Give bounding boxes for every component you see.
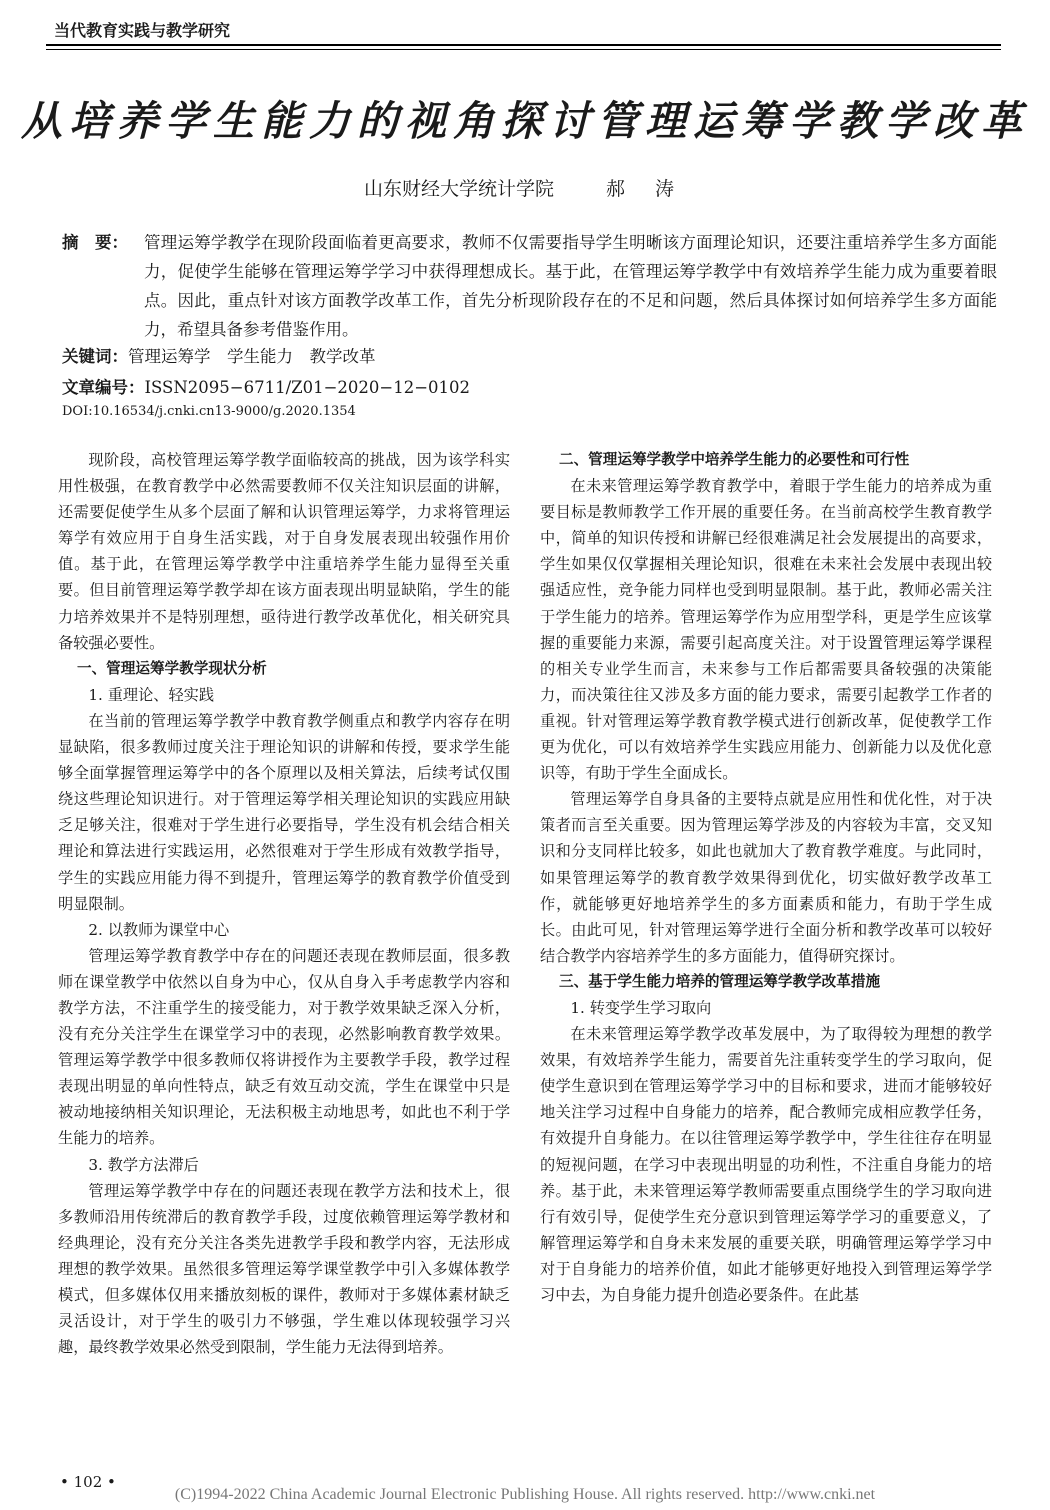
keywords bbox=[62, 344, 376, 370]
copyright-footer: (C)1994-2022 China Academic Journal Electronic Publishing House. All rights reserved. http://www.cnki.net bbox=[174, 1486, 876, 1503]
abstract-text: 管理运筹学教学在现阶段面临着更高要求，教师不仅需要指导学生明晰该方面理论知识，还要注重培养学生多方面能力，促使学生能够在管理运筹学学习中获得理想成长。基于此，在管理运筹学教学中有效培养学生能力成为重要着眼点。因此，重点针对该方面教学改革工作，首先分析现阶段存在的不足和问题，然后具体探讨如何培养学生多方面能力，希望具备参考借鉴作用。 bbox=[144, 233, 997, 339]
body-paragraph: 管理运筹学自身具备的主要特点就是应用性和优化性，对于决策者而言至关重要。因为管理运筹学涉及的内容较为丰富，交叉知识和分支同样比较多，如此也就加大了教育教学难度。与此同时，如果管理运筹学的教育教学效果得到优化，切实做好教学改革工作，就能够更好地培养学生的多方面素质和能力，有助于学生成长。由此可见，针对管理运筹学进行全面分析和教学改革可以较好结合教学内容培养学生的多方面能力，值得研究探讨。 bbox=[540, 790, 992, 965]
header-rule-thick bbox=[46, 44, 1001, 46]
section-heading: 三、基于学生能力培养的管理运筹学教学改革措施 bbox=[558, 972, 881, 990]
author-name: 郝 涛 bbox=[606, 178, 687, 200]
article-number-text: ISSN2095−6711/Z01−2020−12−0102 bbox=[144, 378, 471, 397]
subsection-heading: 2. 以教师为课堂中心 bbox=[88, 920, 230, 939]
article-title: 从培养学生能力的视角探讨管理运筹学教学改革 bbox=[21, 97, 1029, 145]
body-paragraph: 在未来管理运筹学教育教学中，着眼于学生能力的培养成为重要目标是教师教学工作开展的重要任务。在当前高校学生教育教学中，简单的知识传授和讲解已经很难满足社会发展提出的高要求，学生如果仅仅掌握相关理论知识，很难在未来社会发展中表现出较强适应性，竞争能力同样也受到明显限制。基于此，教师必需关注于学生能力的培养。管理运筹学作为应用型学科，更是学生应该掌握的重要能力来源，需要引起高度关注。对于设置管理运筹学课程的相关专业学生而言，未来参与工作后都需要具备较强的决策能力，而决策往往又涉及多方面的能力要求，需要引起教学工作者的重视。针对管理运筹学教育教学模式进行创新改革，促使教学工作更为优化，可以有效培养学生实践应用能力、创新能力以及优化意识等，有助于学生全面成长。 bbox=[540, 477, 992, 783]
subsection-heading: 3. 教学方法滞后 bbox=[88, 1155, 199, 1174]
body-paragraph: 管理运筹学教学中存在的问题还表现在教学方法和技术上，很多教师沿用传统滞后的教育教学手段，过度依赖管理运筹学教材和经典理论，没有充分关注各类先进教学手段和教学内容，无法形成理想的教学效果。虽然很多管理运筹学课堂教学中引入多媒体教学模式，但多媒体仅用来播放刻板的课件，教师对于多媒体素材缺乏灵活设计，对于学生的吸引力不够强，学生难以体现较强学习兴趣，最终教学效果必然受到限制，学生能力无法得到培养。 bbox=[58, 1181, 510, 1357]
body-paragraph: 现阶段，高校管理运筹学教学面临较高的挑战，因为该学科实用性极强，在教育教学中必然需要教师不仅关注知识层面的讲解，还需要促使学生从多个层面了解和认识管理运筹学，力求将管理运筹学有效应用于自身生活实践，对于自身发展表现出较强作用价值。基于此，在管理运筹学教学中注重培养学生能力显得至关重要。但目前管理运筹学教学却在该方面表现出明显缺陷，学生的能力培养效果并不是特别理想，亟待进行教学改革优化，相关研究具备较强必要性。 bbox=[58, 451, 510, 652]
keywords-text: 管理运筹学 学生能力 教学改革 bbox=[128, 347, 376, 366]
left-column bbox=[58, 447, 510, 1360]
body-paragraph: 管理运筹学教育教学中存在的问题还表现在教师层面，很多教师在课堂教学中依然以自身为中心，仅从自身入手考虑教学内容和教学方法，不注重学生的接受能力，对于教学效果缺乏深入分析，没有充分关注学生在课堂学习中的表现，必然影响教育教学效果。管理运筹学教学中很多教师仅将讲授作为主要教学手段，教学过程表现出明显的单向性特点，缺乏有效互动交流，学生在课堂中只是被动地接纳相关知识理论，无法积极主动地思考，如此也不利于学生能力的培养。 bbox=[58, 946, 510, 1148]
keywords-label: 关键词： bbox=[62, 347, 128, 366]
journal-name: 当代教育实践与教学研究 bbox=[54, 21, 231, 40]
section-heading: 二、管理运筹学教学中培养学生能力的必要性和可行性 bbox=[558, 451, 910, 468]
body-paragraph: 在未来管理运筹学教学改革发展中，为了取得较为理想的教学效果，有效培养学生能力，需要首先注重转变学生的学习取向，促使学生意识到在管理运筹学学习中的目标和要求，进而才能够较好地关注学习过程中自身能力的培养，配合教师完成相应教学任务，有效提升自身能力。在以往管理运筹学教学中，学生往往存在明显的短视问题，在学习中表现出明显的功利性，不注重自身能力的培养。基于此，未来管理运筹学教师需要重点围绕学生的学习取向进行有效引导，促使学生充分意识到管理运筹学学习的重要意义，了解管理运筹学和自身未来发展的重要关联，明确管理运筹学学习中对于自身能力的培养价值，如此才能够更好地投入到管理运筹学学习中去，为自身能力提升创造必要条件。在此基 bbox=[540, 1025, 992, 1304]
author-affiliation: 山东财经大学统计学院 bbox=[363, 178, 554, 200]
abstract bbox=[62, 228, 997, 344]
subsection-heading: 1. 重理论、轻实践 bbox=[88, 685, 215, 704]
doi: DOI:10.16534/j.cnki.cn13-9000/g.2020.1354 bbox=[62, 404, 356, 419]
abstract-label: 摘 要： bbox=[62, 233, 128, 252]
header-rule-thin bbox=[46, 49, 1001, 50]
article-number-label: 文章编号： bbox=[62, 378, 145, 397]
body-paragraph: 在当前的管理运筹学教学中教育教学侧重点和教学内容存在明显缺陷，很多教师过度关注于理论知识的讲解和传授，要求学生能够全面掌握管理运筹学中的各个原理以及相关算法，后续考试仅围绕这些理论知识进行。对于管理运筹学相关理论知识的实践应用缺乏足够关注，很难对于学生进行必要指导，学生没有机会结合相关理论和算法进行实践运用，必然很难对于学生形成有效教学指导，学生的实践应用能力得不到提升，管理运筹学的教育教学价值受到明显限制。 bbox=[58, 711, 510, 913]
page-number: • 102 • bbox=[60, 1473, 116, 1491]
article-number bbox=[62, 375, 470, 401]
section-heading: 一、管理运筹学教学现状分析 bbox=[76, 659, 267, 677]
author-line bbox=[0, 174, 1050, 201]
subsection-heading: 1. 转变学生学习取向 bbox=[570, 998, 712, 1017]
right-column bbox=[540, 447, 992, 1308]
